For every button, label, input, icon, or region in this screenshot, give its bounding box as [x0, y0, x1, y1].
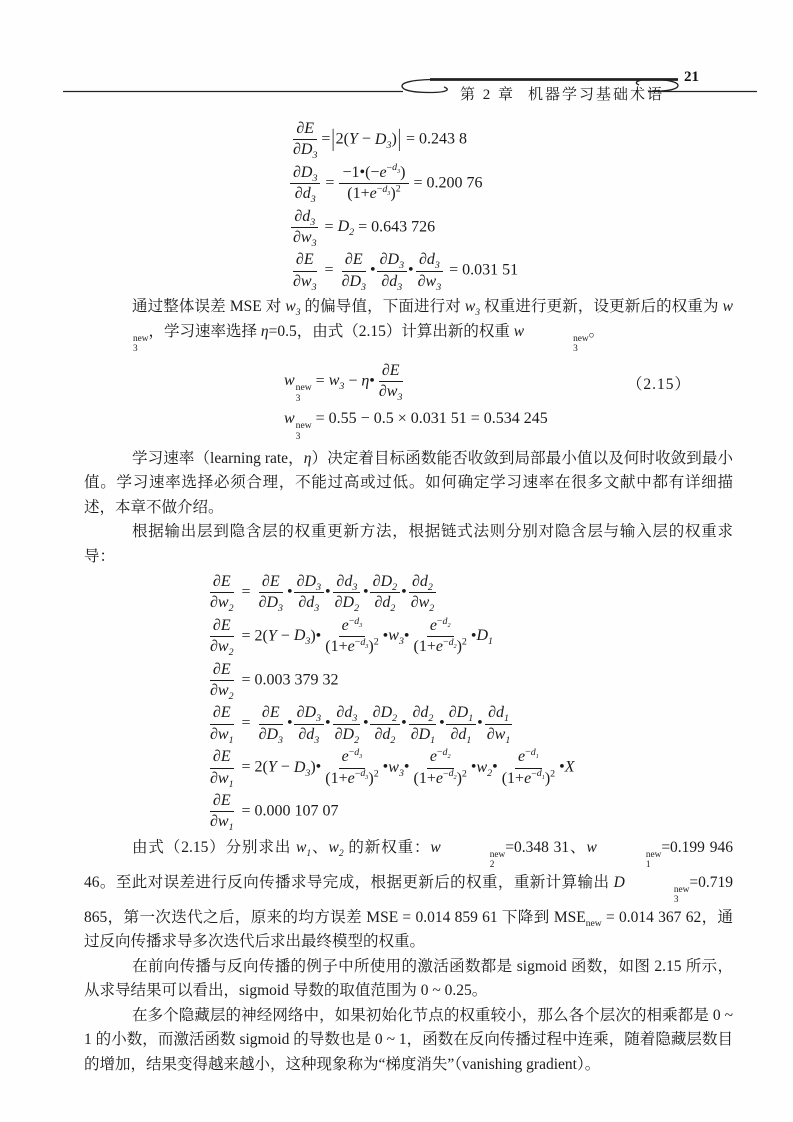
- math-token: ): [391, 130, 397, 148]
- math-token: •: [363, 714, 369, 732]
- math-token: $\partial d_3$: [336, 704, 358, 725]
- fraction: [207, 792, 237, 832]
- math-token: η: [260, 322, 269, 340]
- math-token: $\partial D_2$: [372, 573, 398, 594]
- math-token: $\partial d_1$: [488, 704, 509, 725]
- stacked-supsub: new 2: [489, 849, 506, 871]
- math-token: $d_3$: [354, 615, 363, 629]
- math-token: •: [325, 583, 331, 601]
- math-token: −: [531, 768, 537, 780]
- fraction: [256, 704, 286, 744]
- math-token: 学习速率（learning rate，: [132, 449, 304, 467]
- formula-line: [206, 617, 733, 657]
- math-token: $d_1$: [536, 768, 545, 782]
- math-token: −: [344, 372, 362, 390]
- math-token: 在多个隐藏层的神经网络中，如果初始化节点的权重较小，那么各个层次的相乘都是 0 ~ 1 的小数，而激活函数 sigmoid 的导数也是 0 ~ 1，函数在反向传播过程中连乘，随着隐藏层数目的增加，结果变得越来越小，这种现象称为“梯度消失”（vanishing gradient）。: [84, 1006, 733, 1073]
- math-token: −: [276, 758, 294, 776]
- math-token: $e^{-d_3}$: [347, 768, 369, 787]
- math-token: ，学习速率选择: [148, 322, 261, 340]
- math-token: ∂E: [212, 791, 231, 809]
- math-token: $\partial w_1$: [210, 769, 234, 790]
- math-token: ∂E: [381, 361, 400, 379]
- math-token: −: [357, 130, 375, 148]
- math-token: $w_3$: [285, 298, 301, 319]
- math-token: ∂E: [296, 120, 315, 137]
- math-token: $e^{-d_3}$: [347, 636, 369, 656]
- para-chain-rule-intro: [84, 520, 733, 569]
- math-token: $w_2$: [328, 838, 344, 859]
- para-vanishing-gradient: [84, 1004, 733, 1078]
- math-token: )$^2$: [368, 636, 379, 656]
- fraction: [207, 617, 237, 657]
- math-token: $\partial w_3$: [293, 272, 317, 293]
- math-token: 。: [588, 322, 605, 340]
- fraction: [411, 748, 470, 788]
- fraction: [370, 573, 400, 613]
- math-token: $\partial d_2$: [412, 573, 433, 594]
- math-token: −: [348, 746, 355, 758]
- math-token: $\partial w_2$: [210, 638, 234, 659]
- math-token: ∂E: [344, 251, 363, 269]
- fraction: [499, 748, 558, 788]
- math-token: ∂E: [261, 573, 280, 591]
- math-token: ∂E: [212, 748, 231, 766]
- math-token: = 2(: [237, 627, 268, 645]
- math-token: •: [408, 261, 414, 279]
- math-token: $\partial d_3$: [294, 185, 316, 206]
- page-body: [84, 120, 733, 1077]
- math-token: $e^{-d_2}$: [429, 615, 451, 634]
- math-token: $e^{-d_1}$: [518, 746, 539, 766]
- math-token: |: [397, 126, 401, 152]
- math-token: $\partial D_3$: [258, 594, 283, 615]
- fraction: [377, 251, 407, 291]
- para-new-weights-result: [84, 836, 733, 955]
- math-token: (1+: [347, 185, 370, 203]
- math-token: =: [321, 174, 339, 192]
- math-token: $\partial w_2$: [210, 594, 234, 615]
- fraction: [332, 573, 362, 613]
- math-token: $D_3$: [293, 758, 311, 779]
- math-token: •: [470, 758, 477, 776]
- fraction: [207, 748, 237, 788]
- math-token: $\partial w_3$: [417, 272, 442, 293]
- math-token: 权重进行更新，设更新后的权重为: [480, 298, 723, 316]
- fraction: [290, 251, 320, 291]
- math-token: $\partial w_1$: [486, 725, 511, 746]
- math-token: ∂E: [212, 573, 231, 591]
- math-token: = 0.55 − 0.5 × 0.031 51 = 0.534 245: [311, 409, 548, 427]
- math-token: •: [559, 758, 565, 776]
- math-token: 、: [311, 838, 329, 856]
- math-token: η: [303, 449, 312, 467]
- fraction: [256, 573, 286, 613]
- fraction: [290, 208, 320, 248]
- math-token: $\partial d_3$: [294, 207, 316, 228]
- math-token: •: [477, 714, 483, 732]
- math-token: $\partial d_3$: [418, 251, 440, 272]
- fraction: [446, 704, 476, 744]
- math-token: $e^{-d_3}$: [369, 183, 391, 203]
- math-token: $\partial D_3$: [296, 573, 322, 594]
- math-token: −: [348, 615, 355, 627]
- math-token: $w_3$: [328, 372, 345, 393]
- stacked-supsub: new 1: [645, 849, 662, 871]
- math-token: •: [369, 261, 376, 279]
- math-token: =: [320, 261, 338, 279]
- math-token: = 0.003 379 32: [237, 671, 339, 689]
- math-token: $e^{-d_2}$: [429, 746, 451, 766]
- math-token: −: [276, 627, 294, 645]
- math-token: −: [354, 768, 361, 780]
- math-token: $\partial w_3$: [293, 228, 317, 250]
- formula-line: [289, 208, 733, 248]
- formula-block-dE-dw2-dw1: [206, 573, 733, 832]
- fraction: [370, 704, 400, 744]
- math-token: •: [439, 714, 445, 732]
- equation-2-15-formula: [284, 362, 406, 405]
- para-weight-update-w3: [84, 295, 733, 354]
- fraction: [484, 704, 514, 744]
- math-token: ): [400, 163, 406, 181]
- math-token: $\partial d_3$: [298, 725, 320, 746]
- formula-w3new-value: [284, 409, 733, 443]
- math-token: −: [442, 636, 449, 648]
- para-sigmoid-range: [84, 955, 733, 1004]
- math-token: −: [386, 162, 393, 174]
- stacked-supsub: new 3: [673, 884, 690, 906]
- math-token: =0.348 31、: [505, 838, 587, 856]
- math-token: ∂E: [212, 660, 231, 678]
- math-token: $w_3$: [464, 298, 481, 319]
- math-token: •: [382, 627, 389, 645]
- fraction: [322, 748, 381, 788]
- math-token: $d_2$: [448, 636, 457, 650]
- math-token: 在前向传播与反向传播的例子中所使用的激活函数都是 sigmoid 函数，如图 2.15 所示，从求导结果可以看出，sigmoid 导数的取值范围为 0 ~ 0.25。: [84, 957, 733, 1000]
- math-token: $\partial d_2$: [374, 725, 396, 746]
- math-token: (1+: [413, 769, 436, 787]
- math-token: −: [376, 183, 383, 195]
- fraction: [376, 362, 406, 402]
- math-token: =0.719 865，第一次迭代之后，原来的均方误差 MSE = 0.014 859 61 下降到: [84, 873, 733, 926]
- math-token: •: [325, 714, 331, 732]
- fraction: [294, 704, 324, 744]
- math-token: $e^{-d_2}$: [435, 768, 457, 787]
- math-token: = 0.200 76: [409, 174, 483, 192]
- math-token: 通过整体误差 MSE 对: [132, 298, 286, 316]
- fraction: [408, 573, 438, 613]
- math-token: $w_2$: [476, 758, 493, 779]
- math-token: •: [369, 372, 375, 390]
- math-token: $\partial w_3$: [378, 382, 403, 404]
- math-token: •: [492, 758, 498, 776]
- math-token: $d_2$: [442, 746, 451, 760]
- formula-line: [289, 120, 733, 160]
- math-token: $d_2$: [442, 615, 451, 629]
- math-token: −: [442, 768, 449, 780]
- math-token: = 0.243 8: [401, 130, 467, 148]
- math-token: •: [286, 714, 293, 732]
- math-token: $d_1$: [530, 746, 539, 760]
- math-token: $\partial D_3$: [293, 163, 318, 184]
- math-token: $\partial d_2$: [374, 594, 396, 615]
- equation-2-15: [84, 362, 733, 405]
- math-token: 的偏导值，下面进行对: [300, 298, 465, 316]
- math-token: $d_3$: [382, 183, 391, 197]
- math-token: $\partial D_3$: [379, 251, 405, 272]
- math-token: •: [401, 583, 407, 601]
- chapter-title: 机器学习基础术语: [528, 87, 665, 103]
- math-token: w new 3: [284, 372, 312, 405]
- math-token: $MSE_{new}$: [553, 908, 602, 929]
- stacked-supsub: new 3: [295, 420, 312, 442]
- fraction: [411, 617, 470, 657]
- math-token: =: [311, 372, 329, 390]
- math-token: = 0.031 51: [445, 261, 519, 279]
- math-token: )$^2$: [390, 183, 401, 203]
- math-token: •: [382, 758, 389, 776]
- fraction: [322, 617, 381, 657]
- math-token: )•: [310, 627, 322, 645]
- chapter-number: 第 2 章: [460, 87, 516, 103]
- math-token: ∂E: [261, 704, 280, 722]
- math-token: $\partial D_3$: [341, 272, 366, 293]
- math-token: (1+: [501, 769, 525, 787]
- math-token: $d_3$: [392, 162, 401, 176]
- math-token: D new 3: [613, 873, 690, 906]
- formula-line: [206, 748, 733, 788]
- fraction: [207, 661, 237, 701]
- formula-line: [289, 164, 733, 204]
- formula-line: [284, 409, 733, 443]
- math-token: = 0.643 726: [354, 218, 436, 236]
- fraction: [415, 251, 445, 291]
- fraction: [290, 164, 320, 204]
- math-token: )$^2$: [544, 768, 556, 787]
- formula-block-dE-dw3: [289, 120, 733, 291]
- math-token: $\partial w_2$: [210, 682, 234, 703]
- formula-line: [206, 661, 733, 701]
- math-token: w new 3: [284, 409, 312, 442]
- math-token: $w_3$: [388, 758, 404, 779]
- math-token: 由式（2.15）分别求出: [132, 838, 297, 856]
- fraction: [207, 704, 237, 744]
- math-token: $\partial d_3$: [298, 594, 320, 615]
- math-token: •: [286, 583, 293, 601]
- math-token: $D_1$: [476, 627, 493, 648]
- fraction: [207, 573, 237, 613]
- math-token: 的新权重：: [343, 838, 431, 856]
- math-token: $w_3$: [388, 627, 404, 648]
- formula-line: [289, 251, 733, 291]
- math-token: w new 2: [430, 838, 506, 871]
- math-token: $\partial d_3$: [336, 573, 358, 594]
- math-token: $\partial D_2$: [334, 594, 360, 615]
- math-token: $D_3$: [293, 627, 311, 648]
- math-token: ）决定着目标函数能否收敛到局部最小值以及何时收敛到最小值。学习速率选择必须合理，不能过高或过低。如何确定学习速率在很多文献中都有详细描述，本章不做介绍。: [84, 449, 733, 516]
- header-scroll-ornament: [0, 68, 793, 108]
- math-token: $\partial w_1$: [210, 813, 234, 834]
- math-token: $d_3$: [354, 746, 363, 760]
- math-token: w new 1: [586, 838, 662, 871]
- math-token: $\partial d_3$: [381, 272, 403, 293]
- math-token: = 2(: [237, 758, 268, 776]
- math-token: $e^{-d_3}$: [341, 615, 363, 634]
- math-token: η: [361, 372, 370, 390]
- math-token: $e^{-d_2}$: [435, 636, 457, 656]
- math-token: $D_3$: [374, 130, 392, 151]
- math-token: $\partial D_2$: [334, 725, 360, 746]
- page-header: [0, 68, 793, 108]
- math-token: $d_3$: [360, 636, 369, 650]
- math-token: $\partial D_2$: [372, 704, 398, 725]
- math-token: $\partial D_1$: [448, 704, 474, 725]
- formula-line: [206, 573, 733, 613]
- math-token: $e^{-d_3}$: [341, 746, 363, 766]
- stacked-supsub: new 3: [573, 333, 589, 355]
- math-token: ∂E: [212, 616, 231, 634]
- fraction: [294, 573, 324, 613]
- fraction: [339, 251, 369, 291]
- math-token: $\partial d_2$: [412, 704, 434, 725]
- math-token: (1+: [325, 638, 348, 656]
- fraction: [290, 120, 320, 160]
- math-token: (1+: [325, 769, 348, 787]
- math-token: ∂E: [295, 251, 314, 269]
- math-token: $\partial d_1$: [450, 725, 472, 746]
- math-token: −1•(−: [342, 163, 380, 181]
- chapter-heading: [460, 83, 664, 104]
- math-token: $\partial D_3$: [296, 704, 322, 725]
- math-token: •: [403, 627, 410, 645]
- stacked-supsub: new 3: [133, 333, 149, 355]
- math-token: $e^{-d_1}$: [524, 768, 545, 787]
- math-token: (1+: [413, 638, 436, 656]
- fraction: [408, 704, 438, 744]
- stacked-supsub: new 3: [295, 382, 312, 405]
- fraction: [332, 704, 362, 744]
- math-token: )•: [310, 758, 322, 776]
- math-token: ∂E: [212, 704, 231, 722]
- math-token: =: [321, 130, 331, 148]
- formula-line: [206, 704, 733, 744]
- math-token: =: [320, 218, 338, 236]
- math-token: =: [237, 714, 255, 732]
- math-token: $w_1$: [296, 838, 312, 859]
- math-token: −: [525, 746, 531, 758]
- math-token: Y: [267, 758, 277, 776]
- math-token: 2(: [335, 130, 349, 148]
- math-token: $D_2$: [337, 218, 355, 239]
- math-token: =: [237, 583, 255, 601]
- math-token: X: [564, 758, 575, 776]
- fraction: [339, 164, 408, 204]
- math-token: w new 3: [513, 322, 589, 355]
- math-token: $\partial D_3$: [258, 725, 283, 746]
- math-token: −: [436, 746, 443, 758]
- math-token: •: [401, 714, 407, 732]
- math-token: −: [354, 636, 361, 648]
- math-token: Y: [348, 130, 358, 148]
- page-number: 21: [684, 69, 699, 85]
- formula-line: [206, 792, 733, 832]
- math-token: )$^2$: [456, 768, 467, 787]
- math-token: |: [331, 126, 335, 152]
- math-token: )$^2$: [368, 768, 379, 787]
- math-token: Y: [267, 627, 277, 645]
- math-token: $e^{-d_3}$: [379, 162, 401, 181]
- math-token: $\partial w_1$: [210, 725, 234, 746]
- math-token: •: [403, 758, 410, 776]
- math-token: •: [470, 627, 477, 645]
- math-token: $\partial D_1$: [410, 725, 436, 746]
- math-token: −: [436, 615, 443, 627]
- math-token: •: [363, 583, 369, 601]
- math-token: $\partial D_3$: [293, 141, 318, 162]
- math-token: = 0.000 107 07: [237, 802, 339, 820]
- math-token: w new 3: [84, 298, 733, 340]
- math-token: =0.199 946 46。至此对误差进行反向传播求导完成，根据更新后的权重，重新计算输出: [84, 838, 733, 891]
- math-token: )$^2$: [456, 636, 467, 656]
- math-token: 根据输出层到隐含层的权重更新方法，根据链式法则分别对隐含层与输入层的权重求导：: [84, 523, 733, 565]
- math-token: $d_2$: [448, 768, 457, 782]
- math-token: = 0.014 367 62，通过反向传播求导多次迭代后求出最终模型的权重。: [84, 908, 733, 951]
- equation-2-15-label: （2.15）: [626, 376, 691, 394]
- math-token: $d_3$: [360, 768, 369, 782]
- para-learning-rate: [84, 447, 733, 521]
- math-token: =0.5，由式（2.15）计算出新的权重: [268, 322, 514, 340]
- math-token: $\partial w_2$: [410, 594, 435, 615]
